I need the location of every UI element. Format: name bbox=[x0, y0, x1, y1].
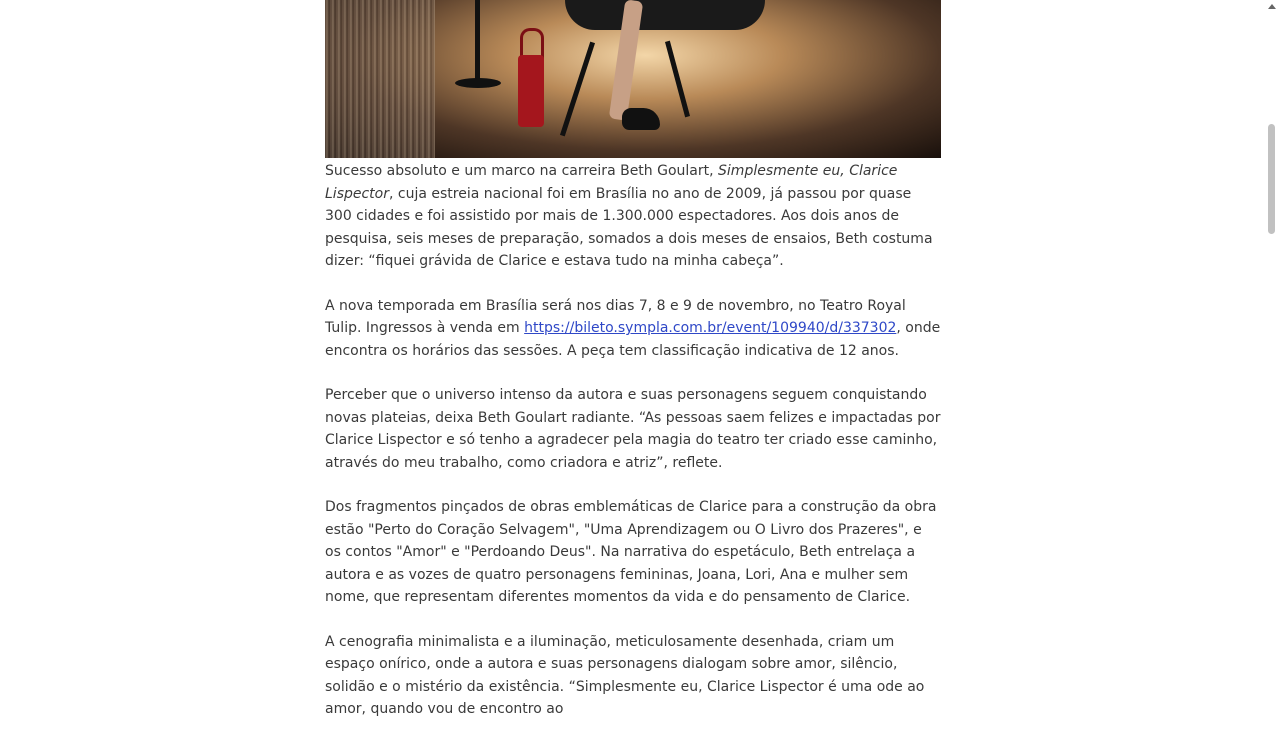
paragraph-1 bbox=[325, 160, 941, 273]
stand-pole bbox=[475, 0, 480, 80]
paragraph-2-text-b: , onde encontra os horários das sessões. A peça tem classificação indicativa de 12 anos. bbox=[325, 320, 941, 359]
paragraph-3: Perceber que o universo intenso da autora e suas personagens seguem conquistando novas plateias, deixa Beth Goulart radiante. “As pessoas saem felizes e impactadas por Clarice Lispector e só tenho a agradecer pela magia do teatro ter criado esse caminho, através do meu trabalho, como criadora e atriz”, reflete. bbox=[325, 387, 941, 471]
scroll-thumb[interactable] bbox=[1268, 124, 1275, 234]
hero-photo bbox=[325, 0, 941, 158]
paragraph-5: A cenografia minimalista e a iluminação, meticulosamente desenhada, criam um espaço onírico, onde a autora e suas personagens dialogam sobre amor, silêncio, solidão e o mistério da existência. “Simplesmente eu, Clarice Lispector é uma ode ao amor, quando vou de encontro ao bbox=[325, 633, 925, 717]
scroll-up-arrow-icon[interactable] bbox=[1268, 4, 1276, 9]
ticket-link[interactable]: https://bileto.sympla.com.br/event/109940/d/337302 bbox=[524, 320, 897, 336]
black-shoe bbox=[622, 108, 660, 130]
vertical-scrollbar[interactable] bbox=[1264, 0, 1279, 695]
paragraph-1-text-b: , cuja estreia nacional foi em Brasília no ano de 2009, já passou por quase 300 cidades e foi assistido por mais de 1.300.000 espectadores. Aos dois anos de pesquisa, seis meses de preparação, somados a dois meses de ensaios, Beth costuma dizer: “fiquei grávida de Clarice e estava tudo na minha cabeça”. bbox=[325, 185, 933, 269]
article-body bbox=[325, 0, 941, 743]
paragraph-2-text-a: A nova temporada em Brasília será nos dias 7, 8 e 9 de novembro, no Teatro Royal Tulip. Ingressos à venda em bbox=[325, 297, 906, 336]
paragraph-1-text-a: Sucesso absoluto e um marco na carreira Beth Goulart, bbox=[325, 163, 719, 179]
paragraph-1-title: Simplesmente eu, Clarice Lispector bbox=[325, 163, 898, 202]
chair-leg-right bbox=[665, 41, 690, 118]
red-bag bbox=[518, 55, 544, 127]
curtain-backdrop bbox=[325, 0, 435, 158]
paragraph-4: Dos fragmentos pinçados de obras emblemáticas de Clarice para a construção da obra estão "Perto do Coração Selvagem", "Uma Aprendizagem ou O Livro dos Prazeres", e os contos "Amor" e "Perdoando Deus". Na narrativa do espetáculo, Beth entrelaça a autora e as vozes de quatro personagens femininas, Joana, Lori, Ana e mulher sem nome, que representam diferentes momentos da vida e do pensamento de Clarice. bbox=[325, 499, 937, 605]
stand-foot bbox=[455, 78, 501, 88]
paragraph-2 bbox=[325, 295, 941, 363]
chair-leg-left bbox=[560, 42, 595, 137]
dress-hem bbox=[565, 0, 765, 30]
